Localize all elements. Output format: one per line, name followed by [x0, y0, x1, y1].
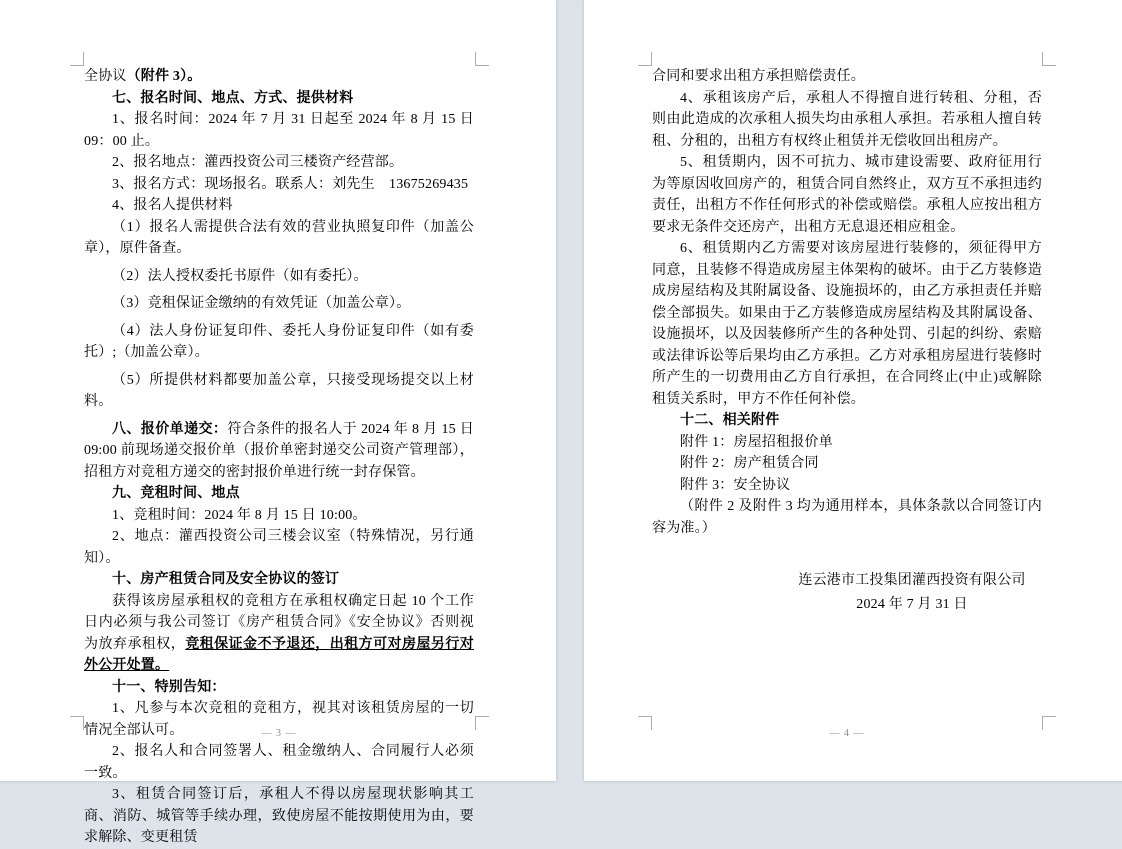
paragraph [84, 266, 474, 288]
text-run: 1、凡参与本次竞租的竞租方，视其对该租赁房屋的一切情况全部认可。 [84, 701, 474, 738]
text-run: 十一、特别告知： [112, 679, 226, 695]
paragraph [652, 66, 1042, 88]
text-run: 3、租赁合同签订后，承租人不得以房屋现状影响其工商、消防、城管等手续办理，致使房屋不能按期使用为由，要求解除、变更租赁 [84, 787, 474, 845]
text-run: 符合条件的报名人于 2024 年 8 月 15 日 09:00 前现场递交报价单（报价单密封递交公司资产管理部），招租方对竞租方递交的密封报价单进行统一封存保管。 [84, 421, 474, 480]
paragraph [84, 677, 474, 699]
paragraph [652, 238, 1042, 410]
paragraph [84, 88, 474, 110]
paragraph [84, 784, 474, 849]
text-run: 1、报名时间：2024 年 7 月 31 日起至 2024 年 8 月 15 日 09：00 止。 [84, 112, 474, 149]
page-3-number: — 3 — [261, 728, 297, 739]
signature-date: 2024 年 7 月 31 日 [856, 597, 968, 612]
text-run: 七、报名时间、地点、方式、提供材料 [112, 90, 354, 106]
text-run: 八、报价单递交： [112, 421, 228, 437]
text-run: 获得该房屋承租权的竞租方在承租权确定日起 10 个工作日内必须与我公司签订《房产租赁合同》《安全协议》否则视为放弃承租权， [84, 593, 474, 652]
text-run: 合同和要求出租方承担赔偿责任。 [652, 69, 865, 84]
paragraph [84, 293, 474, 315]
paragraph [84, 483, 474, 505]
page-4-number: — 4 — [829, 728, 865, 739]
paragraph [84, 109, 474, 152]
paragraph [652, 88, 1042, 153]
text-run: 4、报名人提供材料 [112, 198, 233, 213]
text-run: 3、报名方式：现场报名。联系人：刘先生 13675269435 [112, 176, 469, 192]
paragraph [652, 475, 1042, 497]
text-run: 1、竞租时间：2024 年 8 月 15 日 10:00。 [112, 507, 367, 523]
text-run: 6、租赁期内乙方需要对该房屋进行装修的，须征得甲方同意，且装修不得造成房屋主体架构的破坏。由于乙方装修造成房屋结构及其附属设备、设施损坏的，由乙方承担责任并赔偿全部损失。如果由于乙方装修造成房屋结构及其附属设备、设施损坏，以及因装修所产生的各种处罚、引起的纠纷、索赔或法律诉讼等后果均由乙方承担。乙方对承租房屋进行装修时所产生的一切费用由乙方自行承担，在合同终止(中止)或解除租赁关系时，甲方不作任何补偿。 [652, 241, 1042, 407]
text-boundary-mark [475, 52, 489, 66]
paragraph [652, 410, 1042, 432]
text-boundary-mark [475, 716, 489, 730]
paragraph [84, 174, 474, 196]
page-4-text[interactable] [652, 66, 1042, 617]
paragraph [652, 432, 1042, 454]
text-run: 十二、相关附件 [680, 413, 780, 428]
paragraph [84, 741, 474, 784]
paragraph [652, 496, 1042, 539]
paragraph [84, 526, 474, 569]
text-boundary-mark [1042, 52, 1056, 66]
paragraph [652, 152, 1042, 238]
text-boundary-mark [638, 52, 652, 66]
text-boundary-mark [1042, 716, 1056, 730]
text-run: 九、竞租时间、地点 [112, 486, 240, 501]
text-run: 2、地点：灌西投资公司三楼会议室（特殊情况，另行通知）。 [84, 529, 474, 566]
paragraph [84, 66, 474, 88]
paragraph [84, 217, 474, 260]
paragraph [652, 453, 1042, 475]
text-run: 十、房产租赁合同及安全协议的签订 [112, 572, 340, 587]
text-boundary-mark [638, 716, 652, 730]
text-boundary-mark [70, 52, 84, 66]
text-run: 附件 2：房产租赁合同 [680, 456, 819, 471]
paragraph [84, 419, 474, 484]
paragraph [84, 505, 474, 527]
text-run: 附件 1：房屋招租报价单 [680, 434, 833, 450]
text-run: （1）报名人需提供合法有效的营业执照复印件（加盖公章），原件备查。 [84, 219, 474, 256]
text-run: 全协议 [84, 69, 127, 84]
text-run: （附件 3）。 [126, 69, 202, 84]
text-run: （附件 2 及附件 3 均为通用样本，具体条款以合同签订内容为准。） [652, 499, 1042, 536]
text-run: 2、报名人和合同签署人、租金缴纳人、合同履行人必须一致。 [84, 744, 474, 781]
paragraph [84, 152, 474, 174]
text-run: 2、报名地点：灌西投资公司三楼资产经营部。 [112, 155, 404, 170]
paragraph [84, 569, 474, 591]
text-run: 附件 3：安全协议 [680, 477, 791, 493]
text-run: （4）法人身份证复印件、委托人身份证复印件（如有委托）;（加盖公章）。 [84, 323, 474, 360]
text-run: （3）竞租保证金缴纳的有效凭证（加盖公章）。 [112, 296, 411, 311]
signature-company: 连云港市工投集团灌西投资有限公司 [798, 573, 1026, 588]
text-run: （5）所提供材料都要加盖公章，只接受现场提交以上材料。 [84, 372, 474, 409]
paragraph [84, 195, 474, 217]
text-run: 4、承租该房产后，承租人不得擅自进行转租、分租，否则由此造成的次承租人损失均由承租人承担。若承租人擅自转租、分租的，出租方有权终止租赁并无偿收回出租房产。 [652, 90, 1042, 149]
text-run: 5、租赁期内，因不可抗力、城市建设需要、政府征用行为等原因收回房产的，租赁合同自然终止，双方互不承担违约责任，出租方不作任何形式的补偿或赔偿。承租人应按出租方要求无条件交还房产，出租方无息退还相应租金。 [652, 155, 1042, 235]
paragraph [84, 321, 474, 364]
text-run: （2）法人授权委托书原件（如有委托）。 [112, 268, 368, 284]
signature-block [782, 569, 1042, 617]
text-run: 竞租保证金不予退还，出租方可对房屋另行对外公开处置。 [84, 636, 475, 673]
text-boundary-mark [70, 716, 84, 730]
paragraph [84, 591, 474, 677]
paragraph [84, 370, 474, 413]
